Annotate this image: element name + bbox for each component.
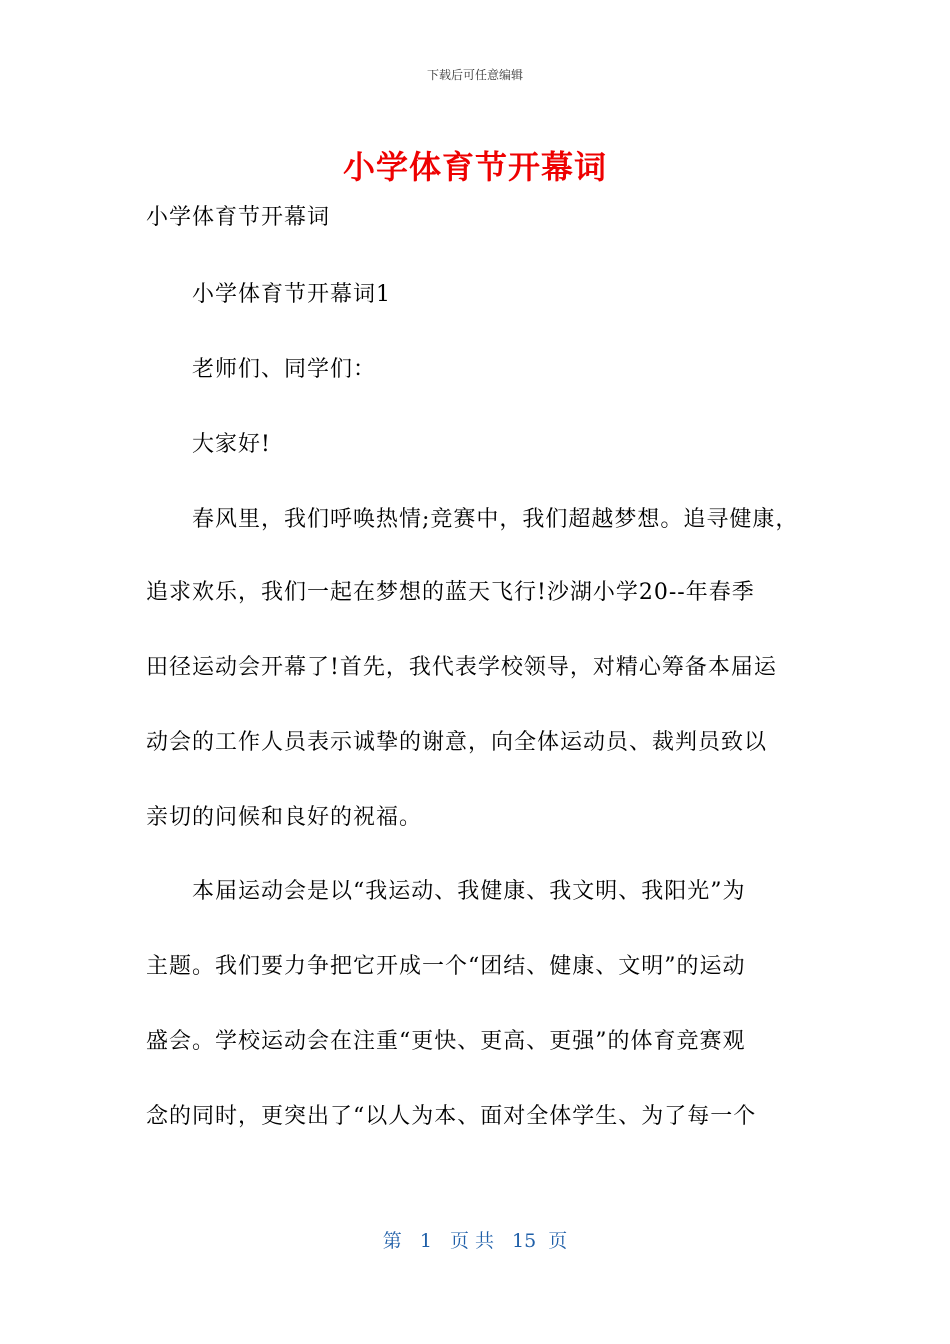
document-title: 小学体育节开幕词: [342, 148, 607, 186]
footer-prefix: 第: [382, 1230, 402, 1252]
paragraph-line: 本届运动会是以“我运动、我健康、我文明、我阳光”为: [192, 879, 746, 904]
page-header-note: 下载后可任意编辑: [426, 68, 523, 82]
current-page-number: 1: [419, 1230, 432, 1252]
subtitle-line: 小学体育节开幕词: [146, 205, 331, 230]
paragraph-line: 春风里，我们呼唤热情;竞赛中，我们超越梦想。追寻健康，: [192, 507, 799, 532]
paragraph-line: 亲切的问候和良好的祝福。: [146, 805, 423, 830]
paragraph-line: 追求欢乐，我们一起在梦想的蓝天飞行!沙湖小学20--年春季: [146, 580, 755, 605]
footer-suffix: 页: [548, 1230, 568, 1252]
salutation: 老师们、同学们：: [192, 357, 377, 382]
total-pages-number: 15: [512, 1230, 537, 1252]
paragraph-line: 主题。我们要力争把它开成一个“团结、健康、文明”的运动: [146, 954, 746, 979]
page-number-footer: [0, 1226, 950, 1253]
greeting: 大家好!: [192, 432, 271, 457]
paragraph-line: 动会的工作人员表示诚挚的谢意，向全体运动员、裁判员致以: [146, 730, 768, 755]
paragraph-line: 念的同时，更突出了“以人为本、面对全体学生、为了每一个: [146, 1104, 757, 1129]
paragraph-line: 盛会。学校运动会在注重“更快、更高、更强”的体育竞赛观: [146, 1029, 746, 1054]
section-heading: 小学体育节开幕词1: [192, 282, 391, 307]
paragraph-line: 田径运动会开幕了!首先，我代表学校领导，对精心筹备本届运: [146, 655, 777, 680]
footer-middle: 页 共: [449, 1230, 494, 1252]
